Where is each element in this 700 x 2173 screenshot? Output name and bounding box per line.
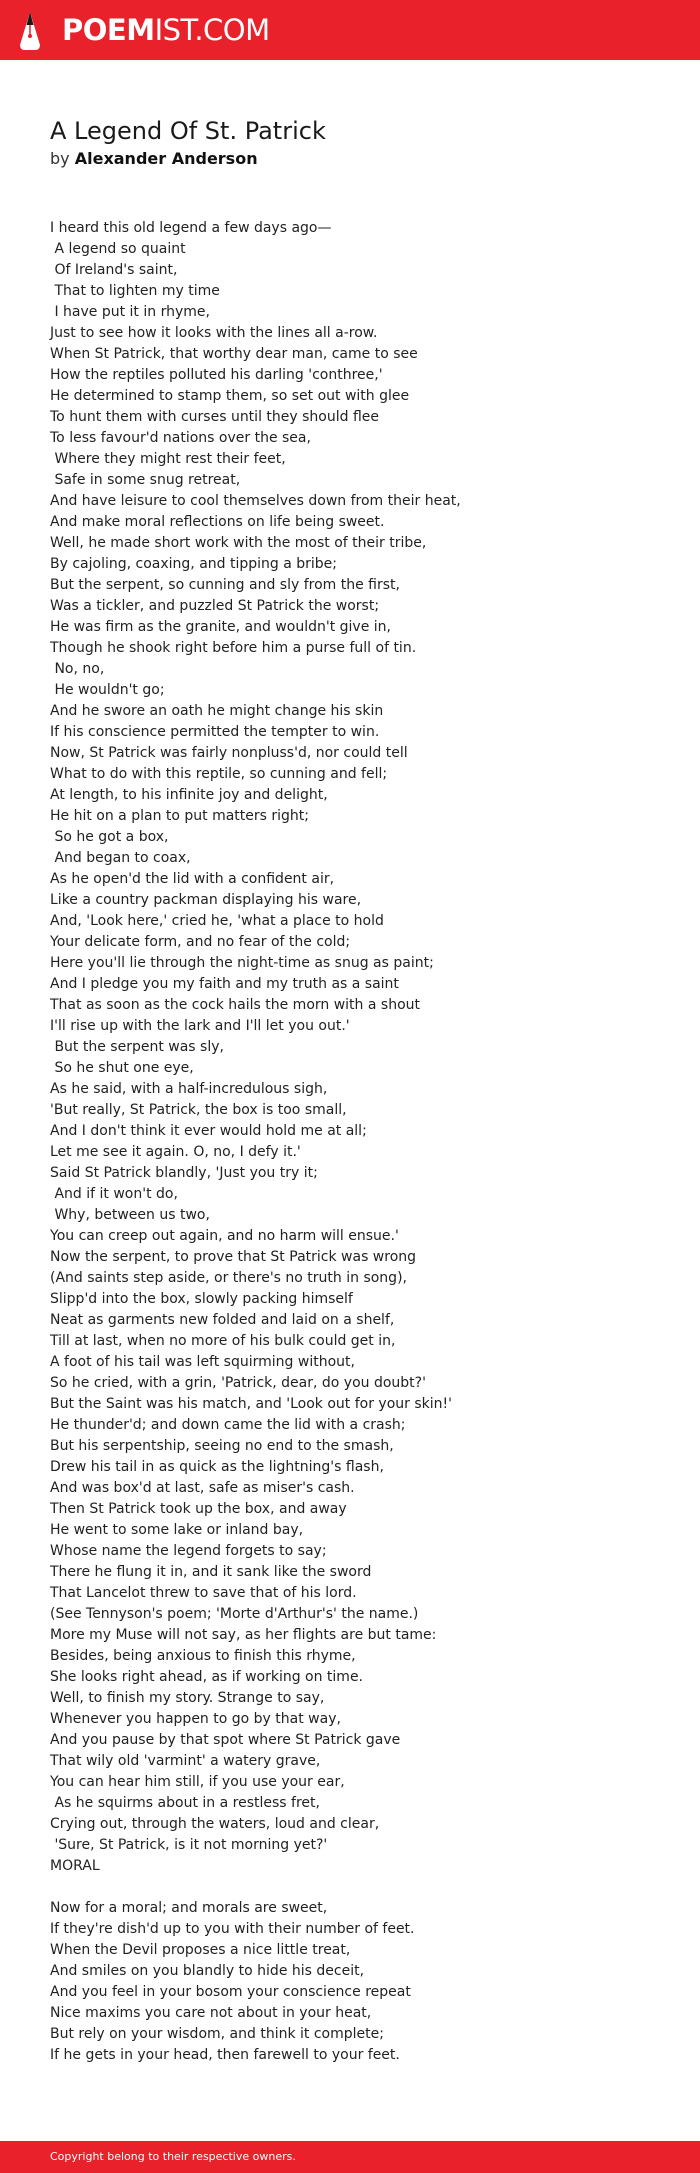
poem-line: More my Muse will not say, as her flights are but tame: bbox=[50, 1627, 437, 1643]
poem-line: And make moral reflections on life being sweet. bbox=[50, 514, 385, 530]
poem-line: Of Ireland's saint, bbox=[50, 262, 178, 278]
poem-line: So he shut one eye, bbox=[50, 1060, 194, 1076]
poem-line: Why, between us two, bbox=[50, 1207, 210, 1223]
poem-line: And I pledge you my faith and my truth as a saint bbox=[50, 976, 399, 992]
poem-line: And was box'd at last, safe as miser's cash. bbox=[50, 1480, 355, 1496]
poem-title: A Legend Of St. Patrick bbox=[50, 117, 326, 145]
copyright-notice: Copyright belong to their respective owners. bbox=[50, 2150, 296, 2163]
poem-line: But the serpent was sly, bbox=[50, 1039, 224, 1055]
poem-line: And he swore an oath he might change his skin bbox=[50, 703, 384, 719]
poem-line: No, no, bbox=[50, 661, 105, 677]
poem-line: At length, to his infinite joy and delight, bbox=[50, 787, 328, 803]
poem-line: Till at last, when no more of his bulk could get in, bbox=[50, 1333, 396, 1349]
site-header bbox=[0, 0, 700, 60]
poem-line: Nice maxims you care not about in your heat, bbox=[50, 2005, 372, 2021]
poem-body bbox=[50, 218, 680, 2066]
poem-line: You can creep out again, and no harm will ensue.' bbox=[50, 1228, 399, 1244]
brand-light: IST.COM bbox=[154, 13, 270, 47]
poem-line: MORAL bbox=[50, 1858, 100, 1874]
poem-line: By cajoling, coaxing, and tipping a bribe; bbox=[50, 556, 338, 572]
poem-line: (See Tennyson's poem; 'Morte d'Arthur's' the name.) bbox=[50, 1606, 419, 1622]
poem-line: Now, St Patrick was fairly nonpluss'd, nor could tell bbox=[50, 745, 408, 761]
pen-nib-icon bbox=[18, 11, 42, 51]
poem-line: So he got a box, bbox=[50, 829, 169, 845]
poem-line: Said St Patrick blandly, 'Just you try it; bbox=[50, 1165, 318, 1181]
poem-line: Though he shook right before him a purse full of tin. bbox=[50, 640, 417, 656]
poem-line: I'll rise up with the lark and I'll let you out.' bbox=[50, 1018, 350, 1034]
poem-line: So he cried, with a grin, 'Patrick, dear, do you doubt?' bbox=[50, 1375, 426, 1391]
poem-line: And if it won't do, bbox=[50, 1186, 178, 1202]
poem-line: He wouldn't go; bbox=[50, 682, 165, 698]
poem-line: 'Sure, St Patrick, is it not morning yet?' bbox=[50, 1837, 328, 1853]
poem-line: Your delicate form, and no fear of the cold; bbox=[50, 934, 351, 950]
poem-line: As he squirms about in a restless fret, bbox=[50, 1795, 320, 1811]
poem-line bbox=[50, 1877, 680, 1898]
poem-line: And smiles on you blandly to hide his deceit, bbox=[50, 1963, 365, 1979]
poem-line: Was a tickler, and puzzled St Patrick the worst; bbox=[50, 598, 380, 614]
poem-line: Let me see it again. O, no, I defy it.' bbox=[50, 1144, 301, 1160]
poem-line: That Lancelot threw to save that of his lord. bbox=[50, 1585, 357, 1601]
poem-line: He hit on a plan to put matters right; bbox=[50, 808, 310, 824]
poem-line: (And saints step aside, or there's no truth in song), bbox=[50, 1270, 407, 1286]
poem-line: Then St Patrick took up the box, and away bbox=[50, 1501, 347, 1517]
poem-line: Like a country packman displaying his ware, bbox=[50, 892, 362, 908]
poem-line: But the Saint was his match, and 'Look out for your skin!' bbox=[50, 1396, 452, 1412]
byline bbox=[50, 148, 258, 170]
poem-line: That wily old 'varmint' a watery grave, bbox=[50, 1753, 321, 1769]
poem-line: He determined to stamp them, so set out with glee bbox=[50, 388, 410, 404]
poem-line: Neat as garments new folded and laid on a shelf, bbox=[50, 1312, 395, 1328]
poem-line: As he said, with a half-incredulous sigh, bbox=[50, 1081, 328, 1097]
poem-line: That to lighten my time bbox=[50, 283, 220, 299]
poem-line: How the reptiles polluted his darling 'conthree,' bbox=[50, 367, 383, 383]
poem-line: Well, he made short work with the most of their tribe, bbox=[50, 535, 427, 551]
poem-line: He thunder'd; and down came the lid with a crash; bbox=[50, 1417, 406, 1433]
poem-line: Where they might rest their feet, bbox=[50, 451, 286, 467]
poem-line: Here you'll lie through the night-time as snug as paint; bbox=[50, 955, 434, 971]
poem-line: And began to coax, bbox=[50, 850, 191, 866]
author-link[interactable]: Alexander Anderson bbox=[74, 149, 258, 168]
poem-line: Well, to finish my story. Strange to say, bbox=[50, 1690, 325, 1706]
poem-line: If he gets in your head, then farewell to your feet. bbox=[50, 2047, 400, 2063]
poem-line: If his conscience permitted the tempter to win. bbox=[50, 724, 380, 740]
site-logo-text bbox=[62, 13, 270, 47]
poem-line: And, 'Look here,' cried he, 'what a place to hold bbox=[50, 913, 384, 929]
poem-line: And I don't think it ever would hold me at all; bbox=[50, 1123, 367, 1139]
poem-line: As he open'd the lid with a confident air, bbox=[50, 871, 335, 887]
poem-line: She looks right ahead, as if working on time. bbox=[50, 1669, 364, 1685]
poem-line: Besides, being anxious to finish this rhyme, bbox=[50, 1648, 356, 1664]
poem-line: Safe in some snug retreat, bbox=[50, 472, 241, 488]
poem-line: He went to some lake or inland bay, bbox=[50, 1522, 304, 1538]
poem-line: Crying out, through the waters, loud and clear, bbox=[50, 1816, 380, 1832]
poem-line: And you pause by that spot where St Patrick gave bbox=[50, 1732, 401, 1748]
poem-line: Slipp'd into the box, slowly packing himself bbox=[50, 1291, 353, 1307]
site-footer bbox=[0, 2141, 700, 2173]
poem-line: I heard this old legend a few days ago— bbox=[50, 220, 332, 236]
poem-line: But his serpentship, seeing no end to the smash, bbox=[50, 1438, 394, 1454]
poem-line: He was firm as the granite, and wouldn't give in, bbox=[50, 619, 391, 635]
poem-line: A legend so quaint bbox=[50, 241, 186, 257]
poem-line: Now the serpent, to prove that St Patrick was wrong bbox=[50, 1249, 417, 1265]
poem-line: And you feel in your bosom your conscience repeat bbox=[50, 1984, 411, 2000]
poem-line: That as soon as the cock hails the morn with a shout bbox=[50, 997, 420, 1013]
poem-line: Drew his tail in as quick as the lightning's flash, bbox=[50, 1459, 384, 1475]
byline-label: by bbox=[50, 149, 70, 168]
poem-line: Whose name the legend forgets to say; bbox=[50, 1543, 327, 1559]
poem-line: To hunt them with curses until they should flee bbox=[50, 409, 379, 425]
poem-line: To less favour'd nations over the sea, bbox=[50, 430, 311, 446]
poem-line: Now for a moral; and morals are sweet, bbox=[50, 1900, 328, 1916]
poem-line: I have put it in rhyme, bbox=[50, 304, 210, 320]
poem-line: A foot of his tail was left squirming without, bbox=[50, 1354, 355, 1370]
poem-line: 'But really, St Patrick, the box is too small, bbox=[50, 1102, 347, 1118]
poem-line: What to do with this reptile, so cunning and fell; bbox=[50, 766, 388, 782]
poem-line: Just to see how it looks with the lines all a-row. bbox=[50, 325, 378, 341]
brand-bold: POEM bbox=[62, 13, 155, 47]
poem-line: When St Patrick, that worthy dear man, came to see bbox=[50, 346, 418, 362]
poem-line: You can hear him still, if you use your ear, bbox=[50, 1774, 345, 1790]
poem-line: But the serpent, so cunning and sly from the first, bbox=[50, 577, 400, 593]
poem-line: Whenever you happen to go by that way, bbox=[50, 1711, 341, 1727]
poem-line: But rely on your wisdom, and think it complete; bbox=[50, 2026, 384, 2042]
poem-line: There he flung it in, and it sank like the sword bbox=[50, 1564, 372, 1580]
poem-line: And have leisure to cool themselves down from their heat, bbox=[50, 493, 461, 509]
poem-line: When the Devil proposes a nice little treat, bbox=[50, 1942, 351, 1958]
poem-line: If they're dish'd up to you with their number of feet. bbox=[50, 1921, 415, 1937]
